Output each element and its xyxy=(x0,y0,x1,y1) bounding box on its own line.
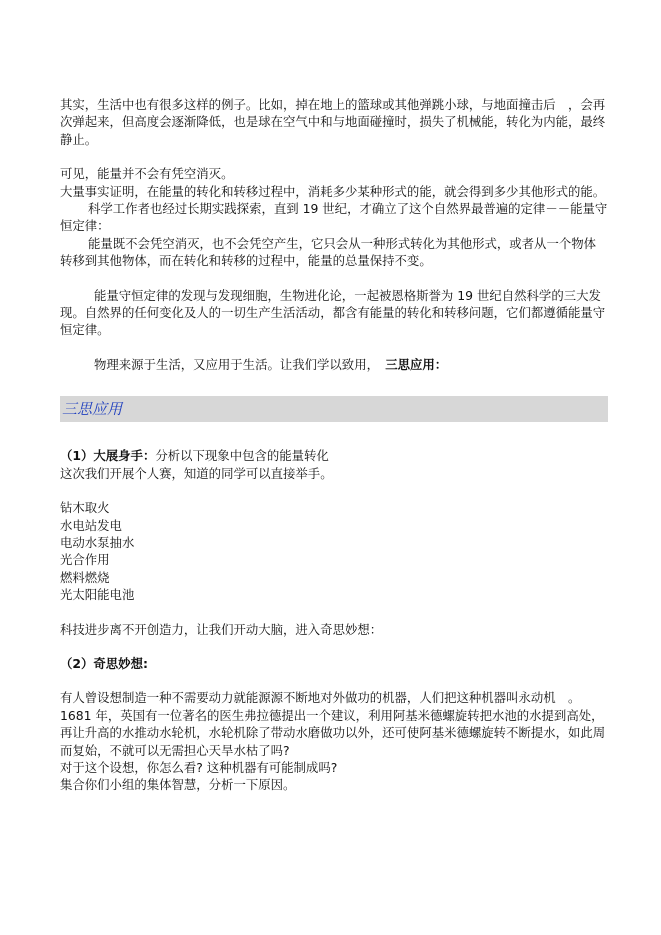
document-page xyxy=(60,96,608,794)
paragraph-bounce-example: 其实，生活中也有很多这样的例子。比如，掉在地上的篮球或其他弹跳小球，与地面撞击后 ，会再次弹起来，但高度会逐渐降低，也是球在空气中和与地面碰撞时，损失了机械能，转化为内能，最终静止。 xyxy=(60,97,606,147)
list-item: 电动水泵抽水 xyxy=(60,534,135,550)
paragraph-facts-prove: 大量事实证明，在能量的转化和转移过程中，消耗多少某种形式的能，就会得到多少其他形式的能。 xyxy=(60,183,606,199)
spacer xyxy=(60,672,608,689)
paragraph-energy-not-vanish: 可见，能量并不会有凭空消灭。 xyxy=(60,166,234,182)
part2-label: （2）奇思妙想: xyxy=(60,655,148,671)
spacer xyxy=(60,339,608,356)
spacer xyxy=(60,148,608,165)
spacer xyxy=(60,638,608,655)
part1-instruction: 分析以下现象中包含的能量转化 xyxy=(155,448,329,464)
part1-label: （1）大展身手： xyxy=(60,448,156,464)
part1-heading xyxy=(60,447,608,464)
spacer xyxy=(60,604,608,621)
list-item: 水电站发电 xyxy=(60,517,122,533)
list-item: 光合作用 xyxy=(60,552,110,568)
list-item: 光太阳能电池 xyxy=(60,587,135,603)
list-item: 钻木取火 xyxy=(60,500,110,516)
spacer xyxy=(60,373,608,396)
apply-intro-text: 物理来源于生活，又应用于生活。让我们学以致用， xyxy=(94,356,373,372)
part1-note: 这次我们开展个人赛，知道的同学可以直接举手。 xyxy=(60,465,333,481)
part2-line3: 对于这个设想，你怎么看? 这种机器有可能制成吗? xyxy=(60,759,338,775)
apply-intro-bold: 三思应用： xyxy=(385,356,448,372)
paragraph-three-discoveries: 能量守恒定律的发现与发现细胞，生物进化论，一起被恩格斯誉为 19 世纪自然科学的三大发现。自然界的任何变化及人的一切生产生活活动，都含有能量的转化和转移问题，它们都遵循能量守恒定律。 xyxy=(60,287,606,338)
part2-line2: 1681 年，英国有一位著名的医生弗拉德提出一个建议，利用阿基米德螺旋转把水池的水提到高处，再让升高的水推动水轮机，水轮机除了带动水磨做功以外，还可使阿基米德螺旋转不断提水，如此周而复始，不就可以无需担心天旱水枯了吗? xyxy=(60,707,606,758)
part2-line4: 集合你们小组的集体智慧，分析一下原因。 xyxy=(60,777,296,793)
paragraph-scientists: 科学工作者也经过长期实践探索，直到 19 世纪，才确立了这个自然界最普遍的定律－－能量守恒定律： xyxy=(60,201,608,234)
spacer xyxy=(60,482,608,499)
paragraph-law-statement: 能量既不会凭空消灭，也不会凭空产生，它只会从一种形式转化为其他形式，或者从一个物体转移到其他物体，而在转化和转移的过程中，能量的总量保持不变。 xyxy=(60,235,597,269)
part2-line1: 有人曾设想制造一种不需要动力就能源源不断地对外做功的机器，人们把这种机器叫永动机 。 xyxy=(60,690,581,706)
section-heading-apply: 三思应用 xyxy=(60,396,608,422)
list-item: 燃料燃烧 xyxy=(60,569,110,585)
paragraph-apply-intro xyxy=(60,356,608,373)
spacer xyxy=(60,270,608,287)
paragraph-transition: 科技进步离不开创造力，让我们开动大脑，进入奇思妙想： xyxy=(60,621,383,637)
spacer xyxy=(60,422,608,447)
